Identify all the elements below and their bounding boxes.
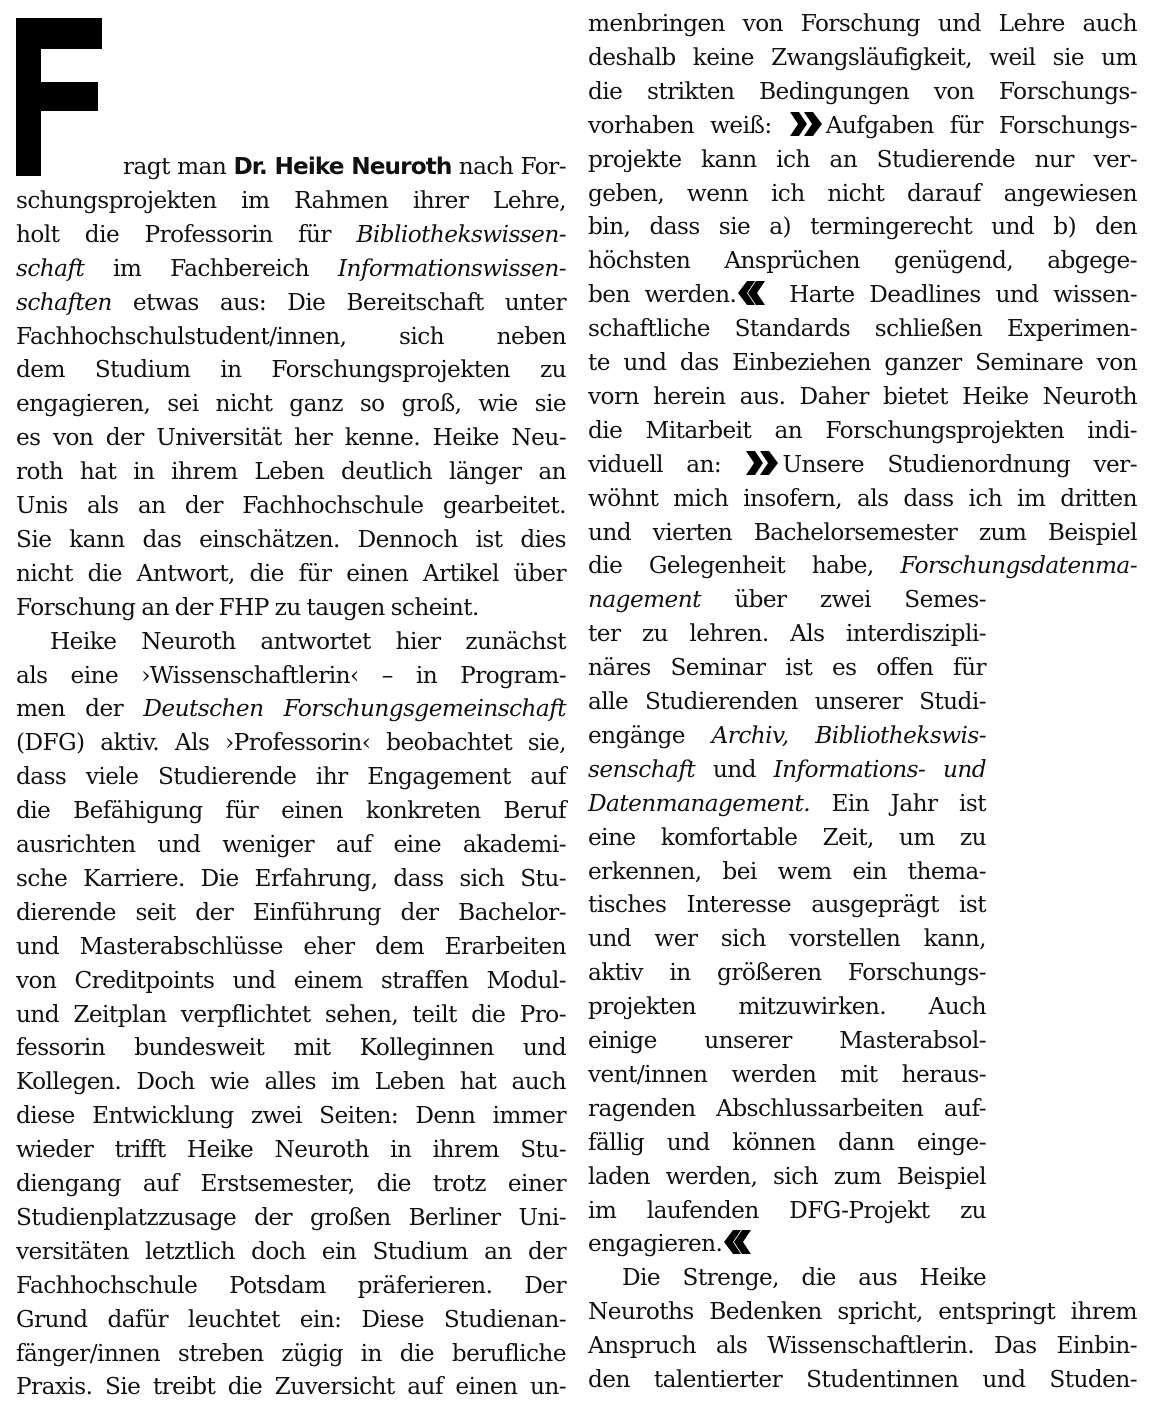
text-segment: einige unserer Masterabsol- bbox=[588, 1027, 986, 1054]
text-line bbox=[588, 1295, 1137, 1329]
text-segment: die Befähigung für einen konkreten Beruf bbox=[16, 797, 566, 825]
text-line bbox=[16, 1167, 566, 1201]
italic-text: Archiv, Bibliothekswis- bbox=[711, 721, 986, 749]
text-line bbox=[588, 177, 1137, 211]
text-line bbox=[16, 794, 566, 828]
text-line bbox=[588, 549, 1137, 583]
text-line bbox=[16, 557, 566, 591]
text-line bbox=[588, 1092, 986, 1126]
text-line bbox=[16, 591, 566, 625]
text-segment: schungsprojekten im Rahmen ihrer Lehre, bbox=[16, 186, 566, 214]
text-line bbox=[588, 651, 986, 685]
text-segment: vent/innen werden mit heraus- bbox=[588, 1060, 986, 1088]
text-line bbox=[588, 888, 986, 922]
text-segment: im laufenden DFG-Projekt zu bbox=[588, 1196, 986, 1224]
text-segment: bin, dass sie a) termingerecht und b) den bbox=[588, 213, 1137, 241]
text-line bbox=[16, 862, 566, 896]
text-segment: über zwei Semes- bbox=[700, 586, 986, 614]
text-line bbox=[588, 516, 1137, 550]
text-segment: engagieren. bbox=[588, 1230, 723, 1258]
text-line bbox=[588, 1329, 1137, 1363]
text-segment: ben werden. bbox=[588, 281, 737, 309]
text-segment: Fachhochschule Potsdam präferieren. Der bbox=[16, 1271, 566, 1299]
italic-text: schaften bbox=[16, 288, 112, 316]
guillemet-left-icon bbox=[738, 281, 771, 305]
text-line bbox=[16, 184, 566, 218]
text-line bbox=[123, 150, 566, 184]
text-line bbox=[588, 1058, 986, 1092]
italic-text: Bibliothekswissen- bbox=[356, 220, 566, 248]
text-segment: engagieren, sei nicht ganz so groß, wie sie bbox=[16, 390, 566, 418]
text-line bbox=[16, 964, 566, 998]
text-line bbox=[588, 346, 1137, 380]
text-segment: laden werden, sich zum Beispiel bbox=[588, 1162, 986, 1190]
text-line bbox=[16, 1337, 566, 1371]
text-segment: dierende seit der Einführung der Bachelor- bbox=[16, 898, 566, 926]
text-segment: fessorin bundesweit mit Kolleginnen und bbox=[16, 1034, 566, 1062]
italic-text: nagement bbox=[588, 586, 701, 614]
guillemet-right-icon bbox=[746, 451, 779, 475]
text-line bbox=[588, 787, 986, 821]
text-line bbox=[588, 990, 986, 1024]
text-segment: deshalb keine Zwangsläufigkeit, weil sie um bbox=[588, 43, 1137, 71]
text-segment: Aufgaben für Forschungs- bbox=[825, 111, 1137, 139]
text-line bbox=[16, 1201, 566, 1235]
text-segment: im Fachbereich bbox=[84, 254, 338, 282]
text-line bbox=[588, 1194, 986, 1228]
text-segment: Unis als an der Fachhochschule gearbeitet. bbox=[16, 492, 566, 519]
text-line bbox=[16, 726, 566, 760]
guillemet-right-icon bbox=[790, 112, 823, 136]
text-line bbox=[16, 353, 566, 387]
italic-text: Datenmanagement. bbox=[588, 789, 811, 817]
text-line bbox=[16, 760, 566, 794]
text-segment: Grund dafür leuchtet ein: Diese Studienan- bbox=[16, 1305, 566, 1333]
text-line bbox=[588, 1363, 1137, 1397]
text-segment: höchsten Ansprüchen genügend, abgege- bbox=[588, 247, 1137, 275]
text-line bbox=[16, 1065, 566, 1099]
text-line bbox=[16, 489, 566, 523]
text-segment: diengang auf Erstsemester, die trotz einer bbox=[16, 1170, 566, 1197]
text-line bbox=[588, 685, 986, 719]
text-segment: sche Karriere. Die Erfahrung, dass sich Stu- bbox=[16, 864, 566, 892]
text-segment: ter zu lehren. Als interdiszipli- bbox=[588, 620, 986, 648]
text-segment: vorhaben weiß: bbox=[588, 111, 788, 139]
text-segment: versitäten letztlich doch ein Studium an der bbox=[16, 1237, 566, 1265]
text-segment: Ein Jahr ist bbox=[810, 789, 986, 817]
text-line bbox=[588, 855, 986, 889]
text-line bbox=[588, 143, 1137, 177]
text-segment: Heike Neuroth antwortet hier zunächst bbox=[50, 627, 566, 655]
text-segment: te und das Einbeziehen ganzer Seminare von bbox=[588, 349, 1137, 376]
text-line bbox=[16, 692, 566, 726]
text-line bbox=[588, 719, 986, 753]
text-line bbox=[588, 1024, 986, 1058]
text-line bbox=[16, 659, 566, 693]
text-segment: ragt man bbox=[123, 153, 234, 180]
text-segment: Harte Deadlines und wissen- bbox=[774, 281, 1137, 309]
text-segment: die Mitarbeit an Forschungsprojekten indi- bbox=[588, 416, 1137, 444]
bold-name: Dr. Heike Neuroth bbox=[233, 153, 452, 180]
text-segment: Anspruch als Wissenschaftlerin. Das Einbin- bbox=[588, 1332, 1137, 1360]
text-segment: Kollegen. Doch wie alles im Leben hat auch bbox=[16, 1068, 566, 1096]
text-segment: als eine ›Wissenschaftlerin‹ – in Program- bbox=[16, 661, 566, 689]
text-line bbox=[588, 7, 1137, 41]
text-line bbox=[16, 1133, 566, 1167]
text-segment: fänger/innen streben zügig in die berufliche bbox=[16, 1339, 566, 1367]
text-segment: eine komfortable Zeit, um zu bbox=[588, 823, 986, 851]
text-line bbox=[588, 1261, 986, 1295]
text-segment: erkennen, bei wem ein thema- bbox=[588, 857, 986, 885]
text-line bbox=[588, 278, 1137, 312]
text-line bbox=[588, 109, 1137, 143]
text-segment: von Creditpoints und einem straffen Modul- bbox=[16, 966, 566, 994]
drop-cap-middle-bar bbox=[16, 82, 98, 111]
text-line bbox=[588, 753, 986, 787]
text-line bbox=[588, 617, 986, 651]
text-segment: den talentierter Studentinnen und Studen- bbox=[588, 1366, 1137, 1393]
text-line bbox=[588, 1126, 986, 1160]
text-line bbox=[588, 448, 1137, 482]
text-segment: Die Strenge, die aus Heike bbox=[622, 1264, 986, 1292]
text-line bbox=[588, 244, 1137, 278]
text-line bbox=[16, 387, 566, 421]
text-line bbox=[16, 998, 566, 1032]
text-line bbox=[16, 828, 566, 862]
text-segment: menbringen von Forschung und Lehre auch bbox=[588, 10, 1137, 37]
italic-text: senschaft bbox=[588, 755, 696, 783]
italic-text: schaft bbox=[16, 254, 85, 282]
text-segment: dass viele Studierende ihr Engagement auf bbox=[16, 763, 566, 791]
italic-text: Informationswissen- bbox=[337, 254, 566, 282]
text-line bbox=[16, 421, 566, 455]
text-line bbox=[16, 455, 566, 489]
text-line bbox=[588, 821, 986, 855]
text-segment: die Gelegenheit habe, bbox=[588, 552, 901, 580]
text-segment: ausrichten und weniger auf eine akademi- bbox=[16, 831, 566, 858]
text-segment: Studienplatzzusage der großen Berliner Uni- bbox=[16, 1203, 566, 1231]
text-line bbox=[16, 1303, 566, 1337]
text-line bbox=[588, 75, 1137, 109]
text-segment: Fachhochschulstudent/innen, sich neben bbox=[16, 322, 566, 350]
text-line bbox=[16, 252, 566, 286]
text-segment: Forschung an der FHP zu taugen scheint. bbox=[16, 593, 479, 621]
text-line bbox=[16, 523, 566, 557]
text-line bbox=[588, 1160, 986, 1194]
text-segment: alle Studierenden unserer Studi- bbox=[588, 688, 986, 715]
text-segment: die strikten Bedingungen von Forschungs- bbox=[588, 77, 1137, 105]
drop-cap-top-bar bbox=[16, 18, 102, 49]
text-line bbox=[588, 922, 986, 956]
text-segment: diese Entwicklung zwei Seiten: Denn immer bbox=[16, 1102, 566, 1130]
text-line bbox=[16, 286, 566, 320]
text-segment: nach For- bbox=[451, 153, 566, 180]
text-segment: schaftliche Standards schließen Experimen- bbox=[588, 315, 1137, 343]
text-line bbox=[16, 1269, 566, 1303]
text-line bbox=[588, 414, 1137, 448]
text-line bbox=[16, 896, 566, 930]
text-line bbox=[588, 41, 1137, 75]
italic-text: Deutschen Forschungsgemeinschaft bbox=[143, 695, 566, 723]
italic-text: Forschungsdatenma- bbox=[900, 552, 1137, 580]
text-line bbox=[16, 218, 566, 252]
text-line bbox=[16, 930, 566, 964]
text-segment: fällig und können dann einge- bbox=[588, 1128, 986, 1156]
text-segment: vorn herein aus. Daher bietet Heike Neuroth bbox=[588, 382, 1137, 410]
text-segment: ragenden Abschlussarbeiten auf- bbox=[588, 1094, 986, 1122]
text-line bbox=[588, 312, 1137, 346]
text-line bbox=[588, 956, 986, 990]
text-segment: und vierten Bachelorsemester zum Beispiel bbox=[588, 518, 1137, 546]
text-segment: Neuroths Bedenken spricht, entspringt ihrem bbox=[588, 1298, 1137, 1326]
text-segment: (DFG) aktiv. Als ›Professorin‹ beobachtet sie, bbox=[16, 729, 566, 757]
text-line bbox=[16, 1099, 566, 1133]
text-segment: etwas aus: Die Bereitschaft unter bbox=[111, 288, 566, 316]
text-line bbox=[16, 1370, 566, 1404]
text-line bbox=[588, 583, 986, 617]
text-segment: Praxis. Sie treibt die Zuversicht auf einen un- bbox=[16, 1373, 566, 1401]
text-line bbox=[16, 1235, 566, 1269]
text-segment: und wer sich vorstellen kann, bbox=[588, 925, 986, 953]
text-line bbox=[16, 625, 566, 659]
text-segment: viduell an: bbox=[588, 450, 745, 478]
italic-text: Informations- und bbox=[773, 755, 987, 783]
text-segment: projekte kann ich an Studierende nur ver- bbox=[588, 145, 1137, 173]
text-line bbox=[588, 380, 1137, 414]
text-segment: roth hat in ihrem Leben deutlich länger an bbox=[16, 458, 566, 486]
text-line bbox=[16, 320, 566, 354]
text-line bbox=[588, 482, 1137, 516]
text-segment: engänge bbox=[588, 721, 712, 749]
text-segment: und Zeitplan verpflichtet sehen, teilt die Pro- bbox=[16, 1000, 566, 1028]
text-segment: projekten mitzuwirken. Auch bbox=[588, 993, 986, 1021]
text-segment: und Masterabschlüsse eher dem Erarbeiten bbox=[16, 932, 566, 960]
text-segment: men der bbox=[16, 695, 144, 723]
text-segment: wöhnt mich insofern, als dass ich im dritten bbox=[588, 484, 1137, 512]
text-line bbox=[588, 210, 1137, 244]
text-segment: tisches Interesse ausgeprägt ist bbox=[588, 891, 986, 919]
text-line bbox=[588, 1227, 986, 1261]
guillemet-left-icon bbox=[724, 1230, 757, 1254]
drop-cap-letter bbox=[16, 18, 102, 176]
text-segment: wieder trifft Heike Neuroth in ihrem Stu- bbox=[16, 1136, 566, 1164]
text-line bbox=[16, 1031, 566, 1065]
text-segment: dem Studium in Forschungsprojekten zu bbox=[16, 356, 566, 384]
text-segment: es von der Universität her kenne. Heike Neu- bbox=[16, 424, 566, 452]
text-segment: näres Seminar ist es offen für bbox=[588, 654, 986, 682]
text-segment: und bbox=[695, 755, 774, 783]
text-segment: nicht die Antwort, die für einen Artikel über bbox=[16, 559, 566, 587]
text-segment: aktiv in größeren Forschungs- bbox=[588, 959, 986, 987]
text-segment: Unsere Studienordnung ver- bbox=[782, 450, 1138, 478]
text-segment: Sie kann das einschätzen. Dennoch ist dies bbox=[16, 525, 566, 553]
text-segment: geben, wenn ich nicht darauf angewiesen bbox=[588, 179, 1137, 207]
text-segment: holt die Professorin für bbox=[16, 220, 357, 248]
